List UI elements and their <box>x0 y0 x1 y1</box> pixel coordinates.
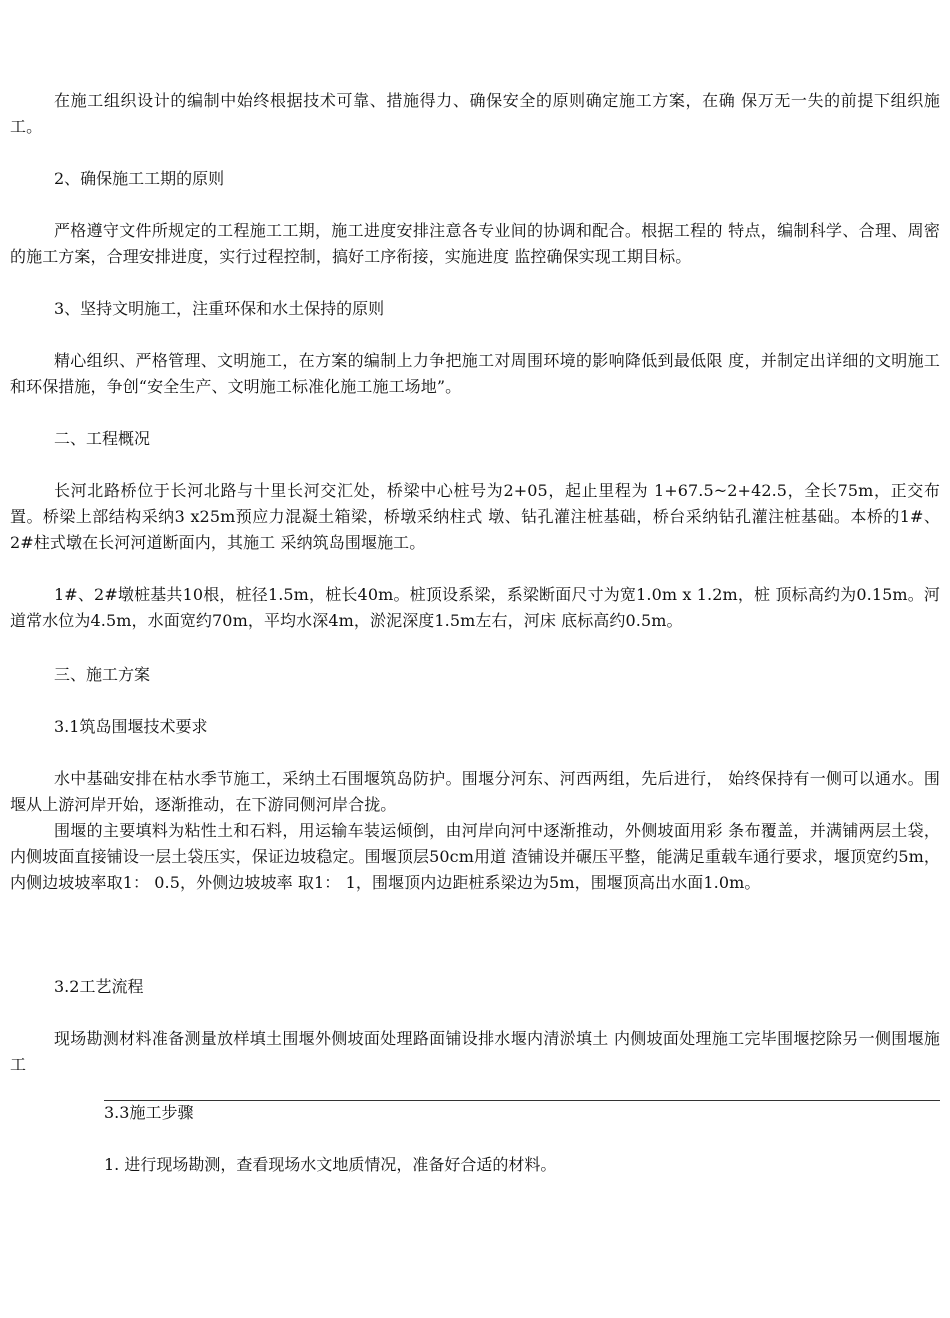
paragraph-principle-safety: 在施工组织设计的编制中始终根据技术可靠、措施得力、确保安全的原则确定施工方案，在确 保万无一失的前提下组织施工。 <box>10 91 940 136</box>
heading-construction-steps: 3.3施工步骤 <box>104 1103 194 1122</box>
paragraph-process-flow: 现场勘测材料准备测量放样填土围堰外侧坡面处理路面铺设排水堰内清淤填土 内侧坡面处理施工完毕围堰挖除另一侧围堰施工 <box>10 1029 940 1074</box>
list-item-step-1: 1. 进行现场勘测，查看现场水文地质情况，准备好合适的材料。 <box>104 1155 557 1174</box>
paragraph-schedule: 严格遵守文件所规定的工程施工工期，施工进度安排注意各专业间的协调和配合。根据工程的 特点，编制科学、合理、周密的施工方案，合理安排进度，实行过程控制，搞好工序衔接，实施进度 监控确保实现工期目标。 <box>10 221 940 266</box>
paragraph-cofferdam-schedule: 水中基础安排在枯水季节施工，采纳土石围堰筑岛防护。围堰分河东、河西两组，先后进行， 始终保持有一侧可以通水。围堰从上游河岸开始，逐渐推动，在下游同侧河岸合拢。 <box>10 769 940 814</box>
paragraph-cofferdam-materials: 围堰的主要填料为粘性土和石料，用运输车装运倾倒，由河岸向河中逐渐推动，外侧坡面用彩 条布覆盖，并满铺两层土袋，内侧坡面直接铺设一层土袋压实，保证边坡稳定。围堰顶层50cm用道 渣铺设并碾压平整，能满足重载车通行要求，堰顶宽约5m，内侧边坡坡率取1： 0.5，外侧边坡坡率 取1： 1，围堰顶内边距桩系梁边为5m，围堰顶高出水面1.0m。 <box>10 821 940 892</box>
paragraph-pile-details: 1#、2#墩桩基共10根，桩径1.5m，桩长40m。桩顶设系梁，系梁断面尺寸为宽1.0m x 1.2m，桩 顶标高约为0.15m。河道常水位为4.5m，水面宽约70m，平均水深4m，淤泥深度1.5m左右，河床 底标高约0.5m。 <box>10 585 940 630</box>
heading-process-flow: 3.2工艺流程 <box>54 977 144 996</box>
heading-construction-plan: 三、施工方案 <box>54 665 151 684</box>
heading-cofferdam-requirements: 3.1筑岛围堰技术要求 <box>54 717 208 736</box>
paragraph-civil-construction: 精心组织、严格管理、文明施工，在方案的编制上力争把施工对周围环境的影响降低到最低限 度，并制定出详细的文明施工和环保措施，争创“安全生产、文明施工标准化施工施工场地”。 <box>10 351 940 396</box>
heading-schedule-principle: 2、确保施工工期的原则 <box>54 169 225 188</box>
paragraph-bridge-overview: 长河北路桥位于长河北路与十里长河交汇处，桥梁中心桩号为2+05，起止里程为 1+67.5~2+42.5，全长75m，正交布置。桥梁上部结构采纳3 x25m预应力混凝土箱梁，桥墩采纳柱式 墩、钻孔灌注桩基础，桥台采纳钻孔灌注桩基础。本桥的1#、2#柱式墩在长河河道断面内，其施工 采纳筑岛围堰施工。 <box>10 481 940 552</box>
heading-project-overview: 二、工程概况 <box>54 429 151 448</box>
heading-civil-construction: 3、坚持文明施工，注重环保和水土保持的原则 <box>54 299 385 318</box>
